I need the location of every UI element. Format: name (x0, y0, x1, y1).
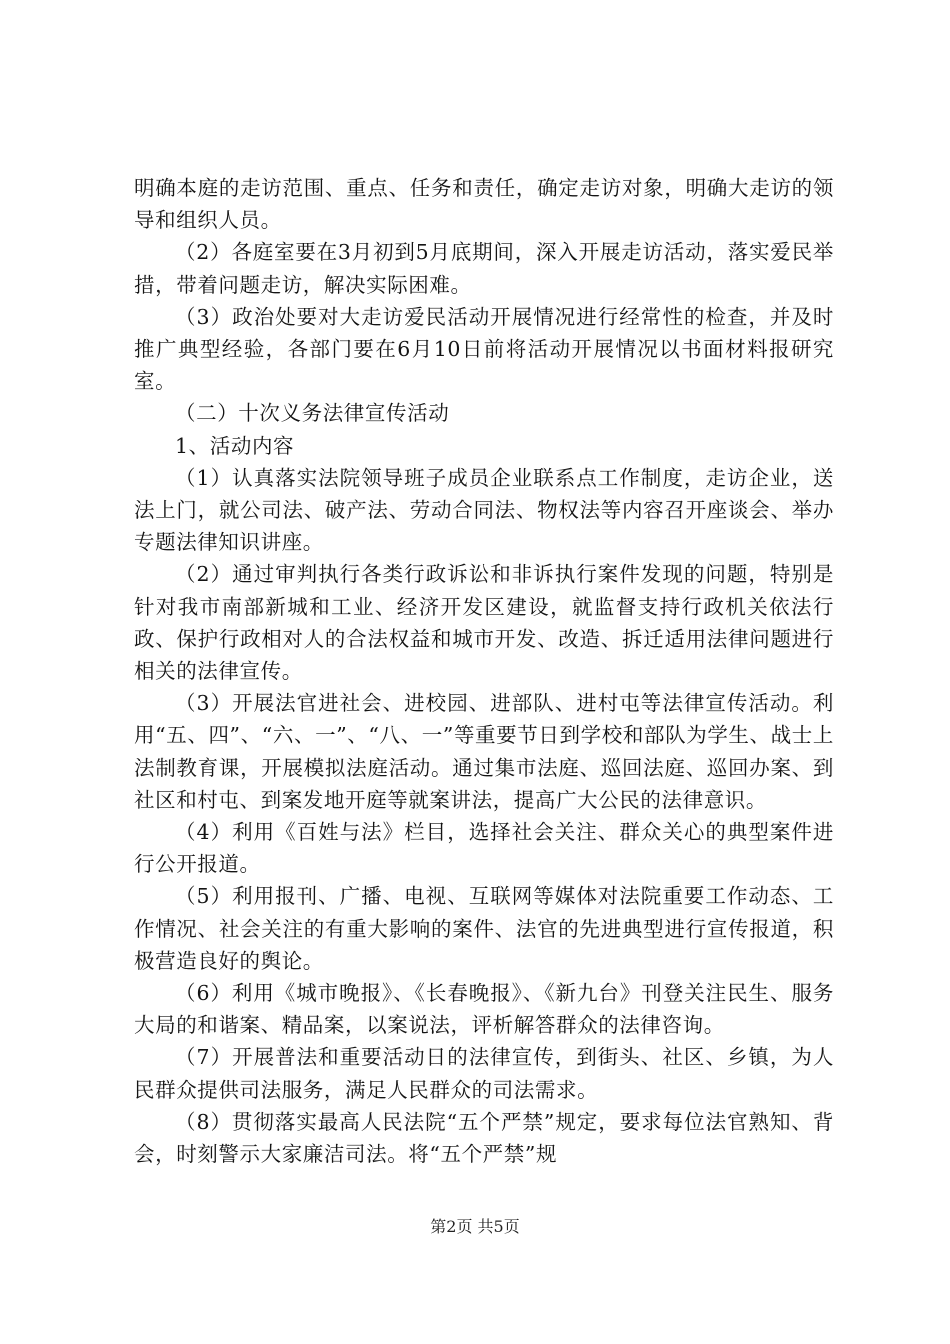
document-body (134, 172, 834, 1170)
paragraph-item-5: （5）利用报刊、广播、电视、互联网等媒体对法院重要工作动态、工作情况、社会关注的有重大影响的案件、法官的先进典型进行宣传报道，积极营造良好的舆论。 (134, 884, 834, 973)
paragraph-item-1: （1）认真落实法院领导班子成员企业联系点工作制度，走访企业，送法上门，就公司法、破产法、劳动合同法、物权法等内容召开座谈会、举办专题法律知识讲座。 (134, 465, 834, 555)
section-heading-2: （二）十次义务法律宣传活动 (175, 401, 450, 426)
paragraph-item-6: （6）利用《城市晚报》、《长春晚报》、《新九台》刊登关注民生、服务大局的和谐案、精品案，以案说法，评析解答群众的法律咨询。 (134, 981, 834, 1038)
page-number-footer: 第2页 共5页 (430, 1217, 520, 1236)
paragraph-item-2: （2）通过审判执行各类行政诉讼和非诉执行案件发现的问题，特别是针对我市南部新城和工业、经济开发区建设，就监督支持行政机关依法行政、保护行政相对人的合法权益和城市开发、改造、拆迁适用法律问题进行相关的法律宣传。 (134, 562, 834, 684)
paragraph-1: 明确本庭的走访范围、重点、任务和责任，确定走访对象，明确大走访的领导和组织人员。 (134, 176, 834, 233)
paragraph-item-3: （3）开展法官进社会、进校园、进部队、进村屯等法律宣传活动。利用“五、四”、“六、一”、“八、一”等重要节日到学校和部队为学生、战士上法制教育课，开展模拟法庭活动。通过集市法庭、巡回法庭、巡回办案、到社区和村屯、到案发地开庭等就案讲法，提高广大公民的法律意识。 (134, 691, 834, 812)
paragraph-item-4: （4）利用《百姓与法》栏目，选择社会关注、群众关心的典型案件进行公开报道。 (134, 820, 834, 877)
paragraph-item-7: （7）开展普法和重要活动日的法律宣传，到街头、社区、乡镇，为人民群众提供司法服务，满足人民群众的司法需求。 (134, 1045, 834, 1102)
subheading-activity-content: 1、活动内容 (175, 433, 295, 458)
paragraph-item-8: （8）贯彻落实最高人民法院“五个严禁”规定，要求每位法官熟知、背会，时刻警示大家廉洁司法。将“五个严禁”规 (134, 1109, 834, 1167)
paragraph-2: （2）各庭室要在3月初到5月底期间，深入开展走访活动，落实爱民举措，带着问题走访，解决实际困难。 (134, 240, 834, 297)
paragraph-3: （3）政治处要对大走访爱民活动开展情况进行经常性的检查，并及时推广典型经验，各部门要在6月10日前将活动开展情况以书面材料报研究室。 (134, 304, 834, 394)
